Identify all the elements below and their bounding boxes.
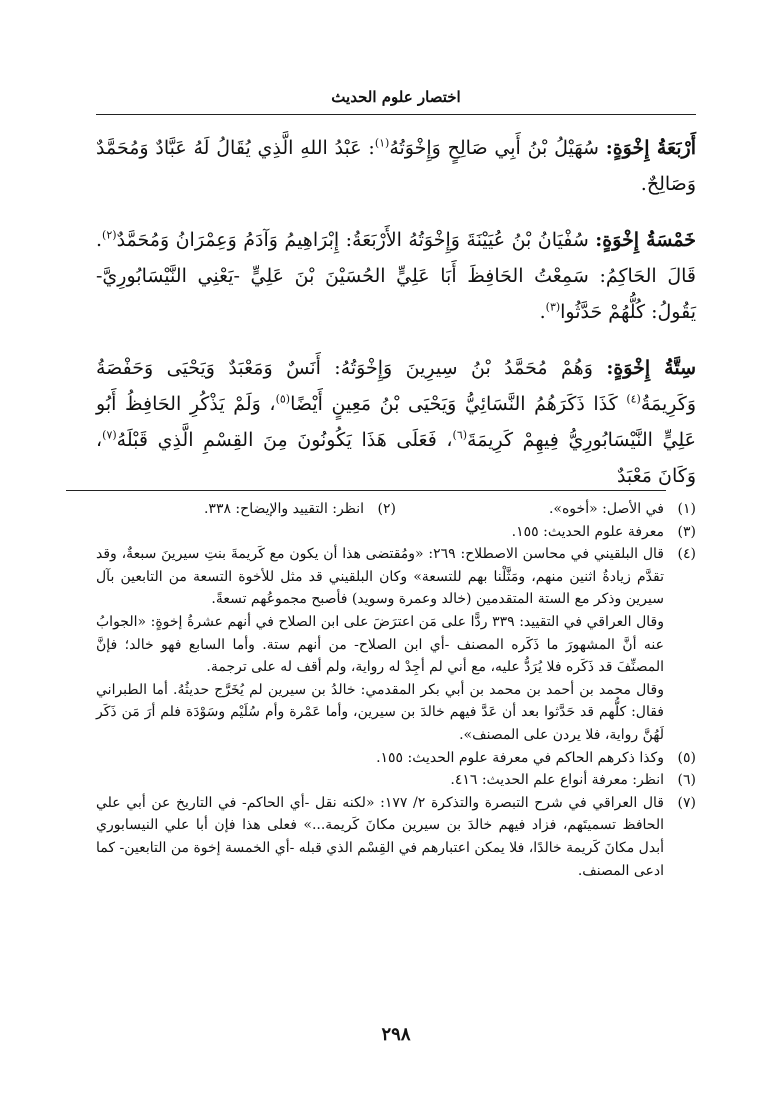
paragraph-text: . — [539, 301, 546, 323]
footnote-number: (١) — [677, 501, 696, 517]
paragraph-text: . قَالَ الحَاكِمُ: سَمِعْتُ الحَافِظَ أَبَا عَلِيٍّ الحُسَيْنَ بْنَ عَلِيٍّ -يَعْنِي النَّيْسَابُورِيَّ- يَقُولُ: كُلُّهُمْ حَدَّثُوا — [96, 229, 696, 323]
paragraph-four-brothers — [96, 130, 696, 202]
footnote-5 — [96, 747, 696, 770]
footnote-number: (٣) — [677, 523, 696, 540]
header-rule — [96, 114, 696, 115]
footnote-ref: (٧) — [102, 428, 117, 442]
footnote-text: وكذا ذكرهم الحاكم في معرفة علوم الحديث: ١٥٥. — [376, 749, 664, 766]
paragraph-text: سُفْيَانُ بْنُ عُيَيْنَةَ وَإِخْوَتُهُ الأَرْبَعَةُ: إِبْرَاهِيمُ وَآدَمُ وَعِمْرَانُ وَمُحَمَّدٌ — [116, 229, 589, 251]
paragraph-lead: أَرْبَعَةُ إِخْوَةٍ: — [605, 137, 696, 159]
footnote-separator — [66, 490, 666, 491]
footnote-ref: (٢) — [102, 228, 117, 242]
footnote-3 — [96, 521, 696, 544]
footnote-6 — [96, 769, 696, 792]
footnote-text: في الأصل: «أخوه». — [548, 501, 664, 517]
paragraph-text: كَذَا ذَكَرَهُمُ النَّسَائِيُّ وَيَحْيَى بْنُ مَعِينٍ أَيْضًا — [290, 393, 627, 415]
footnote-number: (٢) — [377, 501, 396, 517]
footnote-number: (٧) — [677, 794, 696, 811]
paragraph-text: : عَبْدُ اللهِ الَّذِي يُقَالُ لَهُ عَبَّادٌ وَمُحَمَّدٌ وَصَالِحٌ. — [96, 137, 696, 195]
footnote-ref: (١) — [374, 136, 390, 150]
footnotes — [96, 498, 696, 882]
footnote-text: انظر: التقييد والإيضاح: ٣٣٨. — [203, 501, 364, 517]
footnote-ref: (٤) — [626, 392, 641, 406]
footnote-pair — [96, 498, 696, 521]
paragraph-five-brothers — [96, 222, 696, 330]
paragraph-text: سُهَيْلُ بْنُ أَبِي صَالِحٍ وَإِخْوَتُهُ — [389, 137, 599, 159]
footnote-2 — [96, 498, 396, 521]
footnote-text: معرفة علوم الحديث: ١٥٥. — [511, 523, 664, 540]
main-text — [96, 130, 696, 514]
footnote-ref: (٣) — [545, 300, 561, 314]
running-header: اختصار علوم الحديث — [331, 88, 461, 106]
footnote-text: قال البلقيني في محاسن الاصطلاح: ٢٦٩: «ومُقتضى هذا أن يكون مع كَريمةَ بنتِ سيرينَ سبعةٌ، وقد تقدَّم زيادةُ اثنين منهم، ومَثَّلْنا بهم للتسعة» وكان البلقيني قد مثل للأخوة التسعة من التابعين بآل سيرين وذكر مع الستة المتقدمين (خالد وعمرة وسويد) فأصبح مجموعُهم تسعةً. — [96, 546, 664, 608]
page-number: ٢٩٨ — [381, 1024, 411, 1045]
paragraph-lead: خَمْسَةُ إِخْوَةٍ: — [595, 229, 696, 251]
paragraph-text: ، فَعَلَى هَذَا يَكُونُونَ مِنَ القِسْمِ الَّذِي قَبْلَهُ — [116, 429, 453, 451]
footnote-ref: (٦) — [452, 428, 468, 442]
footnote-number: (٤) — [677, 546, 696, 563]
paragraph-text: ، وَكَانَ مَعْبَدٌ — [96, 429, 696, 487]
footnote-ref: (٥) — [275, 392, 291, 406]
footnote-1 — [396, 498, 696, 521]
paragraph-six-brothers — [96, 350, 696, 494]
footnote-4-continuation: وقال العراقي في التقييد: ٣٣٩ ردًّا على مَن اعترَضَ على ابن الصلاح في أنهم عشرةُ إخوةٍ: «الجوابُ عنه أنَّ المشهورَ ما ذَكَره المصنف -أي ابن الصلاح- من أنهم ستة. وأما السابع فهو خالد؛ فإنَّ المصنِّفَ قد ذَكَره فلا يُرَدُّ عليه، مع أني لم أجِدْ له رواية، ولم أقف له على ترجمة. — [96, 613, 664, 676]
paragraph-text: وَهُمْ مُحَمَّدُ بْنُ سِيرِينَ وَإِخْوَتُهُ: أَنَسٌ وَمَعْبَدٌ وَيَحْيَى وَحَفْصَةُ وَكَرِيمَةُ — [96, 357, 696, 415]
footnote-number: (٦) — [677, 772, 696, 789]
footnote-text: قال العراقي في شرح التبصرة والتذكرة ٢/ ١٧٧: «لكنه نقل -أي الحاكم- في التاريخ عن أبي علي الحافظ تسميتَهم، فزاد فيهم خالدَ بن سيرين مكانَ كَريمة...» فعلى هذا فإن أبا علي النيسابوري أبدل مكانَ كَريمة خالدًا، فلا يمكن اعتبارهم في القِسْم الذي قبله -أي الخمسة إخوة من التابعين- كما ادعى المصنف. — [96, 794, 664, 879]
footnote-7 — [96, 792, 696, 882]
footnote-4-continuation: وقال محمد بن أحمد بن محمد بن أبي بكر المقدمي: خالدُ بن سيرين لم يُخَرَّج حديثُهُ. أما الطبراني فقال: كلُّهم قد حَدَّثوا بعد أن عَدَّ فيهم خالدَ بن سيرين، وأما عَمْرة وأم سُلَيْم وسَوْدَة فلم أرَ مَن ذَكَر لَهُنَّ رواية، فلا يردن على المصنف». — [96, 681, 664, 743]
paragraph-text: ، وَلَمْ يَذْكُرِ الحَافِظُ أَبُو عَلِيٍّ النَّيْسَابُورِيُّ فِيهِمْ كَرِيمَةَ — [96, 393, 696, 451]
footnote-number: (٥) — [677, 749, 696, 766]
paragraph-lead: سِتَّةُ إِخْوَةٍ: — [606, 357, 696, 379]
footnote-4 — [96, 543, 696, 611]
footnote-text: انظر: معرفة أنواع علم الحديث: ٤١٦. — [450, 772, 664, 789]
